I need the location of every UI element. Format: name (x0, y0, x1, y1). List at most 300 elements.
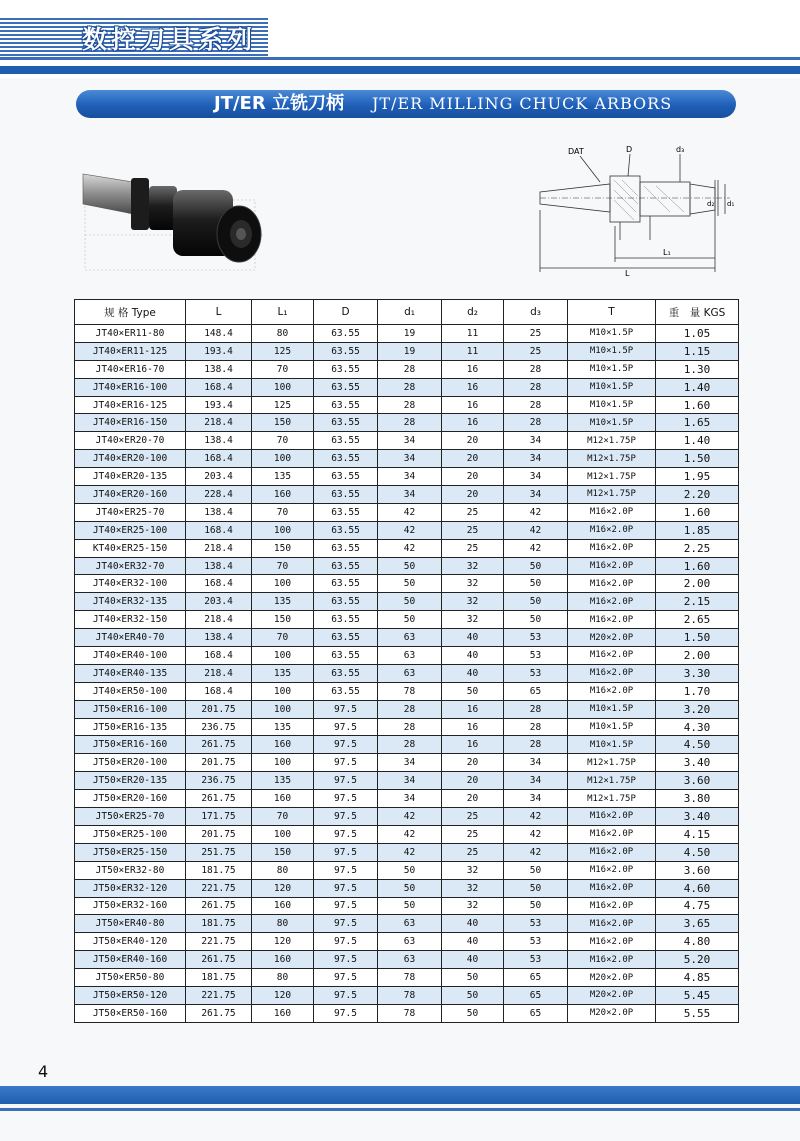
cell-l1: 125 (252, 342, 314, 360)
cell-d3: 42 (504, 825, 568, 843)
cell-weight: 1.95 (656, 468, 739, 486)
table-row (75, 897, 739, 915)
cell-d3: 28 (504, 378, 568, 396)
cell-d2: 40 (442, 647, 504, 665)
cell-d3: 34 (504, 450, 568, 468)
cell-d2: 32 (442, 593, 504, 611)
header-d3: d₃ (504, 300, 568, 325)
cell-type: JT40×ER20-70 (75, 432, 186, 450)
cell-type: JT50×ER20-135 (75, 772, 186, 790)
header-d2: d₂ (442, 300, 504, 325)
cell-d2: 40 (442, 915, 504, 933)
cell-weight: 3.30 (656, 664, 739, 682)
cell-weight: 1.65 (656, 414, 739, 432)
cell-d3: 25 (504, 342, 568, 360)
cell-d1: 28 (378, 360, 442, 378)
cell-type: JT50×ER50-160 (75, 1004, 186, 1022)
section-title-bar (76, 90, 736, 118)
cell-d2: 50 (442, 1004, 504, 1022)
cell-d1: 28 (378, 736, 442, 754)
cell-thread: M16×2.0P (568, 539, 656, 557)
cell-d2: 16 (442, 414, 504, 432)
table-row (75, 486, 739, 504)
cell-type: JT50×ER16-135 (75, 718, 186, 736)
cell-d3: 65 (504, 682, 568, 700)
cell-type: JT40×ER32-135 (75, 593, 186, 611)
cell-d2: 16 (442, 360, 504, 378)
cell-d: 63.55 (314, 557, 378, 575)
header-l1: L₁ (252, 300, 314, 325)
cell-d2: 16 (442, 700, 504, 718)
drawing-label-l1: L₁ (663, 248, 671, 257)
cell-d2: 16 (442, 718, 504, 736)
cell-d3: 34 (504, 432, 568, 450)
cell-d2: 20 (442, 432, 504, 450)
cell-d2: 40 (442, 951, 504, 969)
cell-l1: 120 (252, 986, 314, 1004)
cell-l1: 135 (252, 718, 314, 736)
cell-l: 203.4 (186, 468, 252, 486)
cell-d: 63.55 (314, 396, 378, 414)
cell-type: JT40×ER25-70 (75, 503, 186, 521)
cell-weight: 3.65 (656, 915, 739, 933)
cell-l: 221.75 (186, 933, 252, 951)
table-row (75, 736, 739, 754)
cell-type: JT40×ER25-100 (75, 521, 186, 539)
cell-l1: 135 (252, 664, 314, 682)
cell-type: JT40×ER32-70 (75, 557, 186, 575)
cell-d: 63.55 (314, 539, 378, 557)
cell-weight: 5.45 (656, 986, 739, 1004)
cell-thread: M12×1.75P (568, 772, 656, 790)
cell-l1: 80 (252, 969, 314, 987)
table-row (75, 1004, 739, 1022)
cell-thread: M10×1.5P (568, 736, 656, 754)
cell-d1: 34 (378, 432, 442, 450)
cell-l1: 80 (252, 325, 314, 343)
cell-d2: 25 (442, 825, 504, 843)
cell-d: 63.55 (314, 414, 378, 432)
cell-l: 181.75 (186, 915, 252, 933)
cell-d1: 34 (378, 790, 442, 808)
page-number: 4 (38, 1062, 49, 1081)
cell-thread: M16×2.0P (568, 521, 656, 539)
cell-d3: 53 (504, 951, 568, 969)
cell-d1: 63 (378, 933, 442, 951)
cell-l: 168.4 (186, 682, 252, 700)
cell-l: 168.4 (186, 450, 252, 468)
cell-d2: 20 (442, 754, 504, 772)
cell-type: JT40×ER16-125 (75, 396, 186, 414)
cell-d: 63.55 (314, 450, 378, 468)
table-row (75, 682, 739, 700)
footer-band (0, 1086, 800, 1104)
table-row (75, 360, 739, 378)
cell-thread: M12×1.75P (568, 486, 656, 504)
cell-weight: 5.20 (656, 951, 739, 969)
cell-d1: 28 (378, 700, 442, 718)
cell-d3: 53 (504, 915, 568, 933)
cell-d2: 25 (442, 539, 504, 557)
cell-d: 63.55 (314, 432, 378, 450)
cell-d1: 50 (378, 575, 442, 593)
cell-thread: M16×2.0P (568, 503, 656, 521)
cell-l1: 80 (252, 861, 314, 879)
section-title-en: JT/ER MILLING CHUCK ARBORS (372, 94, 673, 113)
cell-d2: 25 (442, 808, 504, 826)
cell-d2: 25 (442, 843, 504, 861)
cell-d1: 34 (378, 772, 442, 790)
cell-thread: M20×2.0P (568, 969, 656, 987)
cell-weight: 4.75 (656, 897, 739, 915)
cell-d1: 63 (378, 629, 442, 647)
table-row (75, 843, 739, 861)
cell-d: 63.55 (314, 629, 378, 647)
section-title-cn: JT/ER 立铣刀柄 (214, 93, 344, 114)
cell-d3: 65 (504, 1004, 568, 1022)
cell-d1: 50 (378, 861, 442, 879)
cell-l1: 135 (252, 468, 314, 486)
cell-l: 201.75 (186, 754, 252, 772)
cell-l: 261.75 (186, 736, 252, 754)
cell-d1: 34 (378, 468, 442, 486)
cell-type: JT40×ER32-150 (75, 611, 186, 629)
cell-d2: 40 (442, 933, 504, 951)
cell-type: JT50×ER40-120 (75, 933, 186, 951)
cell-l1: 160 (252, 1004, 314, 1022)
cell-weight: 4.15 (656, 825, 739, 843)
cell-thread: M10×1.5P (568, 342, 656, 360)
table-row (75, 503, 739, 521)
cell-type: JT50×ER50-120 (75, 986, 186, 1004)
cell-d2: 50 (442, 682, 504, 700)
cell-d1: 50 (378, 897, 442, 915)
cell-d1: 63 (378, 664, 442, 682)
cell-l1: 150 (252, 611, 314, 629)
cell-l: 236.75 (186, 718, 252, 736)
cell-d2: 20 (442, 486, 504, 504)
cell-thread: M20×2.0P (568, 986, 656, 1004)
drawing-label-d1: d₁ (727, 200, 735, 208)
cell-d3: 28 (504, 414, 568, 432)
header-d: D (314, 300, 378, 325)
cell-d3: 50 (504, 593, 568, 611)
table-row (75, 754, 739, 772)
cell-d3: 34 (504, 754, 568, 772)
cell-thread: M12×1.75P (568, 468, 656, 486)
cell-l1: 70 (252, 432, 314, 450)
cell-d2: 11 (442, 342, 504, 360)
cell-d: 97.5 (314, 754, 378, 772)
header-rule-thick (0, 66, 800, 74)
cell-d2: 32 (442, 879, 504, 897)
cell-d3: 50 (504, 575, 568, 593)
cell-l: 218.4 (186, 664, 252, 682)
cell-l: 138.4 (186, 360, 252, 378)
cell-type: JT40×ER16-100 (75, 378, 186, 396)
table-row (75, 915, 739, 933)
table-row (75, 611, 739, 629)
cell-l1: 100 (252, 521, 314, 539)
table-row (75, 664, 739, 682)
header-rule-thin (0, 57, 800, 60)
cell-l1: 100 (252, 700, 314, 718)
cell-l: 171.75 (186, 808, 252, 826)
cell-weight: 3.80 (656, 790, 739, 808)
cell-d1: 28 (378, 396, 442, 414)
cell-d: 97.5 (314, 736, 378, 754)
cell-l: 221.75 (186, 986, 252, 1004)
cell-l: 221.75 (186, 879, 252, 897)
cell-l: 168.4 (186, 647, 252, 665)
cell-d3: 65 (504, 986, 568, 1004)
cell-d1: 42 (378, 825, 442, 843)
cell-thread: M16×2.0P (568, 843, 656, 861)
cell-d1: 50 (378, 593, 442, 611)
cell-d2: 32 (442, 611, 504, 629)
table-row (75, 951, 739, 969)
cell-thread: M10×1.5P (568, 325, 656, 343)
cell-l1: 80 (252, 915, 314, 933)
cell-l: 138.4 (186, 503, 252, 521)
cell-d3: 34 (504, 772, 568, 790)
cell-l1: 160 (252, 736, 314, 754)
table-row (75, 700, 739, 718)
cell-weight: 3.20 (656, 700, 739, 718)
cell-d2: 32 (442, 557, 504, 575)
cell-d: 63.55 (314, 503, 378, 521)
table-row (75, 933, 739, 951)
cell-l: 261.75 (186, 790, 252, 808)
cell-d3: 25 (504, 325, 568, 343)
cell-d3: 65 (504, 969, 568, 987)
cell-d: 63.55 (314, 682, 378, 700)
cell-thread: M12×1.75P (568, 790, 656, 808)
technical-drawing (530, 140, 740, 280)
cell-d3: 53 (504, 664, 568, 682)
cell-weight: 1.40 (656, 432, 739, 450)
cell-l1: 100 (252, 647, 314, 665)
cell-l: 181.75 (186, 969, 252, 987)
header-d1: d₁ (378, 300, 442, 325)
cell-thread: M16×2.0P (568, 575, 656, 593)
cell-thread: M10×1.5P (568, 360, 656, 378)
cell-l: 218.4 (186, 611, 252, 629)
cell-d1: 50 (378, 557, 442, 575)
cell-d3: 34 (504, 790, 568, 808)
cell-type: JT40×ER20-100 (75, 450, 186, 468)
cell-l1: 150 (252, 843, 314, 861)
cell-d1: 42 (378, 503, 442, 521)
cell-d1: 28 (378, 378, 442, 396)
table-header-row (75, 300, 739, 325)
cell-weight: 3.60 (656, 772, 739, 790)
cell-d: 63.55 (314, 325, 378, 343)
cell-d1: 63 (378, 915, 442, 933)
cell-l: 168.4 (186, 521, 252, 539)
cell-weight: 3.40 (656, 808, 739, 826)
cell-d: 63.55 (314, 468, 378, 486)
cell-type: KT40×ER25-150 (75, 539, 186, 557)
cell-l: 201.75 (186, 700, 252, 718)
drawing-label-l: L (625, 269, 630, 278)
cell-weight: 1.70 (656, 682, 739, 700)
cell-l: 261.75 (186, 951, 252, 969)
cell-weight: 4.80 (656, 933, 739, 951)
cell-l1: 150 (252, 414, 314, 432)
cell-d1: 19 (378, 342, 442, 360)
table-row (75, 432, 739, 450)
cell-l: 193.4 (186, 342, 252, 360)
cell-l1: 150 (252, 539, 314, 557)
table-row (75, 521, 739, 539)
cell-d: 97.5 (314, 879, 378, 897)
cell-d: 63.55 (314, 342, 378, 360)
cell-d2: 32 (442, 575, 504, 593)
cell-l1: 70 (252, 503, 314, 521)
cell-l: 148.4 (186, 325, 252, 343)
cell-l1: 100 (252, 754, 314, 772)
cell-d3: 28 (504, 360, 568, 378)
cell-l: 181.75 (186, 861, 252, 879)
cell-weight: 1.30 (656, 360, 739, 378)
cell-l: 236.75 (186, 772, 252, 790)
cell-d2: 20 (442, 790, 504, 808)
cell-d3: 50 (504, 611, 568, 629)
cell-d1: 42 (378, 843, 442, 861)
cell-l: 218.4 (186, 414, 252, 432)
cell-d3: 28 (504, 718, 568, 736)
header-l: L (186, 300, 252, 325)
cell-d: 97.5 (314, 772, 378, 790)
cell-thread: M16×2.0P (568, 861, 656, 879)
cell-weight: 1.50 (656, 450, 739, 468)
cell-d3: 34 (504, 486, 568, 504)
cell-l1: 100 (252, 682, 314, 700)
cell-d: 63.55 (314, 593, 378, 611)
cell-d1: 42 (378, 521, 442, 539)
cell-d1: 42 (378, 808, 442, 826)
cell-type: JT40×ER40-70 (75, 629, 186, 647)
dimension-drawing (530, 140, 740, 280)
cell-d: 97.5 (314, 951, 378, 969)
cell-l: 201.75 (186, 825, 252, 843)
cell-type: JT40×ER20-135 (75, 468, 186, 486)
cell-d: 97.5 (314, 825, 378, 843)
product-photo (75, 160, 275, 285)
cell-thread: M16×2.0P (568, 915, 656, 933)
cell-d1: 78 (378, 1004, 442, 1022)
cell-thread: M16×2.0P (568, 647, 656, 665)
cell-thread: M10×1.5P (568, 396, 656, 414)
cell-l: 138.4 (186, 432, 252, 450)
cell-type: JT40×ER11-80 (75, 325, 186, 343)
cell-d: 97.5 (314, 1004, 378, 1022)
cell-l1: 160 (252, 486, 314, 504)
cell-thread: M16×2.0P (568, 682, 656, 700)
table-row (75, 879, 739, 897)
cell-l1: 70 (252, 808, 314, 826)
cell-d: 97.5 (314, 808, 378, 826)
cell-l: 261.75 (186, 897, 252, 915)
table-row (75, 342, 739, 360)
cell-weight: 1.85 (656, 521, 739, 539)
cell-thread: M10×1.5P (568, 414, 656, 432)
cell-type: JT40×ER11-125 (75, 342, 186, 360)
table-row (75, 808, 739, 826)
cell-weight: 1.15 (656, 342, 739, 360)
cell-d3: 53 (504, 933, 568, 951)
cell-d1: 50 (378, 879, 442, 897)
cell-weight: 2.65 (656, 611, 739, 629)
cell-d1: 78 (378, 986, 442, 1004)
cell-thread: M16×2.0P (568, 664, 656, 682)
cell-d3: 28 (504, 736, 568, 754)
drawing-label-d3: d₃ (676, 145, 685, 154)
cell-d3: 42 (504, 539, 568, 557)
drawing-label-d2: d₂ (707, 200, 715, 208)
cell-thread: M12×1.75P (568, 450, 656, 468)
cell-l: 193.4 (186, 396, 252, 414)
cell-weight: 4.30 (656, 718, 739, 736)
cell-l: 138.4 (186, 557, 252, 575)
cell-d3: 34 (504, 468, 568, 486)
cell-l1: 120 (252, 879, 314, 897)
table-row (75, 861, 739, 879)
cell-thread: M10×1.5P (568, 718, 656, 736)
cell-d1: 63 (378, 951, 442, 969)
cell-thread: M16×2.0P (568, 825, 656, 843)
cell-d: 97.5 (314, 718, 378, 736)
table-row (75, 450, 739, 468)
cell-weight: 5.55 (656, 1004, 739, 1022)
cell-d: 97.5 (314, 915, 378, 933)
cell-thread: M16×2.0P (568, 611, 656, 629)
cell-l: 168.4 (186, 575, 252, 593)
cell-l1: 100 (252, 575, 314, 593)
cell-type: JT50×ER32-120 (75, 879, 186, 897)
cell-d3: 42 (504, 808, 568, 826)
cell-type: JT50×ER25-70 (75, 808, 186, 826)
cell-d1: 78 (378, 969, 442, 987)
cell-type: JT50×ER50-80 (75, 969, 186, 987)
cell-d2: 25 (442, 503, 504, 521)
cell-thread: M10×1.5P (568, 378, 656, 396)
cell-d1: 42 (378, 539, 442, 557)
cell-type: JT50×ER20-160 (75, 790, 186, 808)
cell-d: 63.55 (314, 486, 378, 504)
cell-d2: 50 (442, 969, 504, 987)
cell-d1: 28 (378, 718, 442, 736)
cell-weight: 1.50 (656, 629, 739, 647)
cell-weight: 1.60 (656, 396, 739, 414)
cell-l: 228.4 (186, 486, 252, 504)
cell-l1: 120 (252, 933, 314, 951)
cell-thread: M10×1.5P (568, 700, 656, 718)
cell-weight: 3.40 (656, 754, 739, 772)
table-row (75, 468, 739, 486)
cell-d3: 53 (504, 647, 568, 665)
cell-type: JT50×ER16-100 (75, 700, 186, 718)
cell-d: 97.5 (314, 843, 378, 861)
cell-d2: 16 (442, 396, 504, 414)
cell-weight: 3.60 (656, 861, 739, 879)
cell-d3: 28 (504, 396, 568, 414)
cell-weight: 4.50 (656, 736, 739, 754)
cell-thread: M16×2.0P (568, 933, 656, 951)
cell-d: 97.5 (314, 861, 378, 879)
series-title: 数控刀具系列 (82, 25, 257, 54)
